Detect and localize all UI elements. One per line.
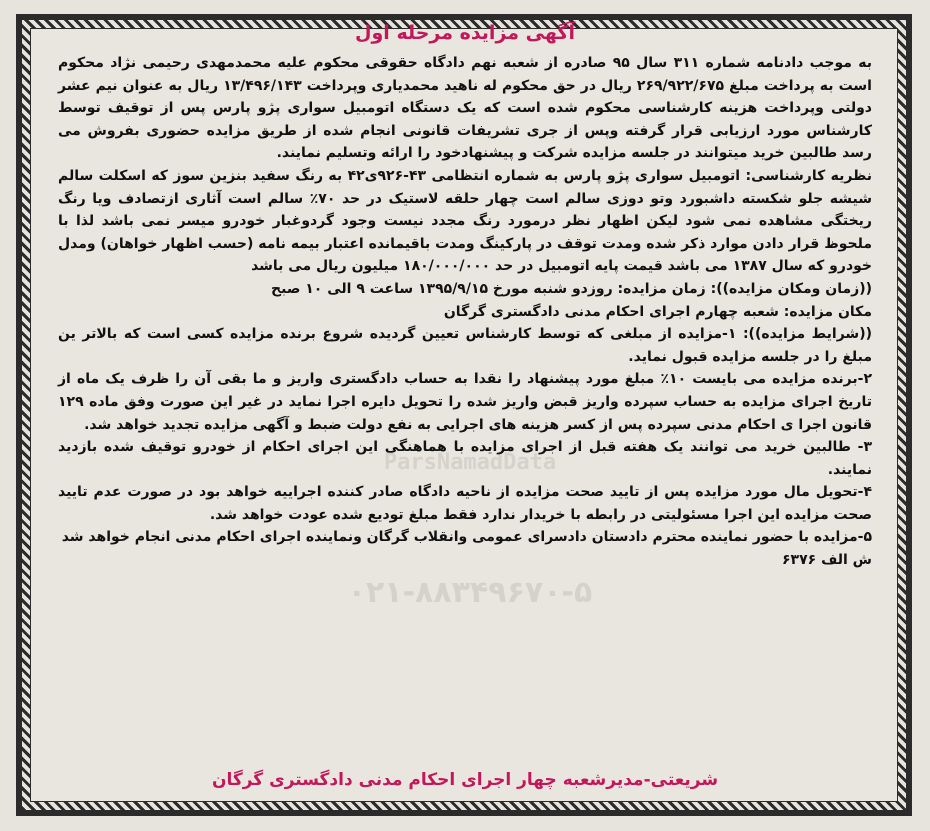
condition-4-paragraph: ۴-تحویل مال مورد مزایده پس از تایید صحت مزایده از ناحیه دادگاه صادر کننده اجراییه خواهد بود در صورت عدم تایید صحت مزایده این اجرا مسئولیتی در رابطه با خریدار ندارد فقط مبلغ تودیع شده عودت خواهد شد. [58,484,872,523]
notice-signature: شریعتی-مدیرشعبه چهار اجرای احکام مدنی دادگستری گرگان [211,770,719,790]
condition-1-paragraph: ((شرایط مزایده)): ۱-مزایده از مبلغی که توسط کارشناس تعیین گردیده شروع برنده مزایده کسی است که بالاتر ین مبلغ را در جلسه مزایده قبول نماید. [58,326,872,365]
watermark-phone: ۰۲۱-۸۸۳۴۹۶۷۰-۵ [347,575,593,610]
condition-2-paragraph: ۲-برنده مزایده می بایست ۱۰٪ مبلغ مورد پیشنهاد را نقدا به حساب دادگستری واریز و ما بقی آن را ظرف یک ماه از تاریخ اجرای مزایده به حساب سپرده واریز قبض واریز شده را تحویل دایره اجرا نماید در غیر این صورت وفق ماده ۱۲۹ قانون اجرا ی احکام مدنی سپرده پس از کسر هزینه های اجرایی به نفع دولت ضبط و آگهی مزایده تجدید خواهد شد. [58,371,872,433]
notice-title: آگهی مزایده مرحله اول [355,22,575,44]
intro-paragraph: به موجب دادنامه شماره ۳۱۱ سال ۹۵ صادره از شعبه نهم دادگاه حقوقی محکوم علیه محمدمهدی رحیمی نژاد محکوم است به پرداخت مبلغ ۲۶۹/۹۲۲/۶۷۵ ریال در حق محکوم له ناهید محمدیاری وپرداخت ۱۳/۴۹۶/۱۴۳ ریال به عنوان نیم عشر دولتی وپرداخت هزینه کارشناسی محکوم شده است که یک دستگاه اتومبیل سواری پژو پارس پس از توقیف توسط کارشناس مورد ارزیابی قرار گرفته وپس از جری تشریفات قانونی انجام شده از طریق مزایده حضوری بفروش می رسد طالبین خرید میتوانند در جلسه مزایده شرکت و پیشنهادخود را ارائه وتسلیم نمایند. [58,55,872,162]
condition-3-paragraph: ۳- طالبین خرید می توانند یک هفته قبل از اجرای مزایده با هماهنگی این اجرای احکام از خودرو توقیف شده بازدید نمایند. [58,439,872,478]
auction-time-paragraph: ((زمان ومکان مزایده)): زمان مزایده: روزدو شنبه مورخ ۱۳۹۵/۹/۱۵ ساعت ۹ الی ۱۰ صبح [271,280,872,297]
notice-body [58,52,872,572]
expert-opinion-paragraph: نظریه کارشناسی: اتومبیل سواری پژو پارس به شماره انتظامی ۴۳-۹۲۶ی۴۲ به رنگ سفید بنزین سوز که اسکلت سالم شیشه جلو شکسته داشبورد وتو دوزی سالم است چهار حلقه لاستیک در حد ۷۰٪ سالم است آثاری ازتصادف ویا رنگ ریختگی مشاهده نمی شود لیکن اظهار نظر درمورد رنگ مجدد نیست وجود گردوغبار خودرو میسر نمی باشد لذا با ملحوظ قرار دادن موارد ذکر شده ومدت توقف در پارکینگ ومدت باقیمانده اعتبار بیمه نامه (حسب اظهار خواهان) ومدل خودرو که سال ۱۳۸۷ می باشد قیمت پایه اتومبیل در حد ۱۸۰/۰۰۰/۰۰۰ میلیون ریال می باشد [58,167,872,275]
watermark-brand: ParsNamadData [383,450,557,475]
condition-5-paragraph: ۵-مزایده با حضور نماینده محترم دادستان دادسرای عمومی وانقلاب گرگان ونماینده اجرای احکام مدنی انجام خواهد شد [61,529,872,546]
notice-code: ش الف ۶۳۷۶ [782,552,872,569]
auction-place-paragraph: مکان مزایده: شعبه چهارم اجرای احکام مدنی دادگستری گرگان [443,303,872,320]
